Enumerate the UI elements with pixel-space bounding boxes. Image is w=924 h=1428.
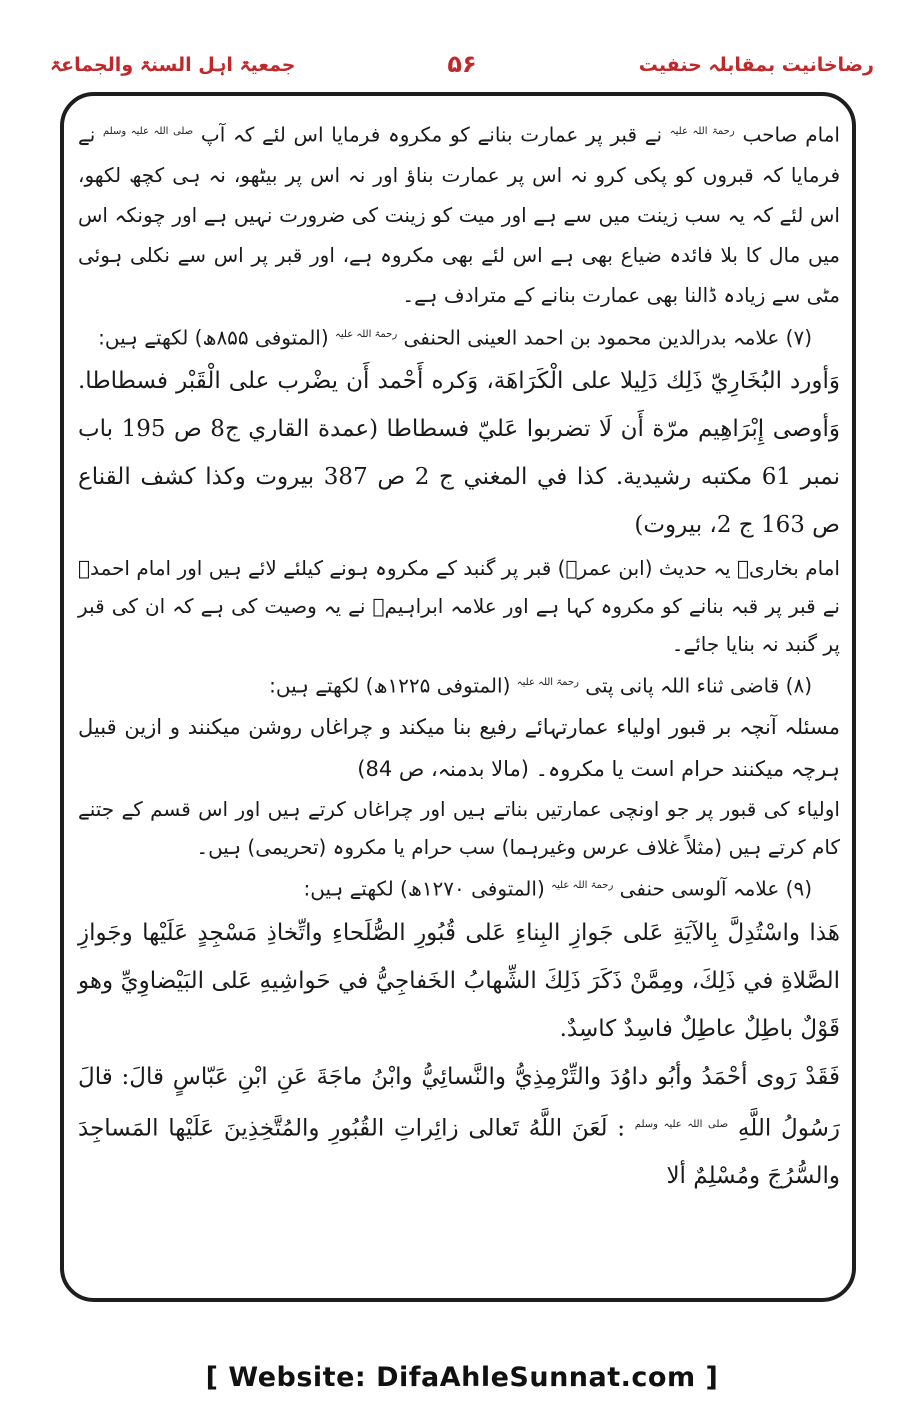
page-body xyxy=(78,112,840,1200)
page-number: ۵۶ xyxy=(447,50,477,78)
honorific: صلی اللہ علیہ وسلم xyxy=(103,126,194,137)
paragraph-auliya-qabur: اولیاء کی قبور پر جو اونچی عمارتیں بناتے ہیں اور چراغاں کرتے ہیں اور اس قسم کے جتنے کام کرتے ہیں (مثلاً غلاف عرس وغیرہما) سب حرام یا مکروہ (تحریمی) ہیں۔ xyxy=(78,796,840,859)
paragraph-imam-sahib: امام صاحب $^{رحمۃ اللہ علیہ}$ نے قبر پر عمارت بنانے کو مکروہ فرمایا اس لئے کہ آپ $^{صلی اللہ علیہ وسلم}$ نے فرمایا کہ قبروں کو پکی کرو نہ اس پر عمارت بناؤ اور نہ اس پر بیٹھو، نہ ہی کچھ لکھو، اس لئے کہ یہ سب زینت میں سے ہے اور میت کو زینت کی ضرورت نہیں ہے اور چونکہ اس میں مال کا بلا فائدہ ضیاع بھی ہے اس لئے بھی مکروہ ہے، اور قبر پر اس سے نکلی ہوئی مٹی سے زیادہ ڈالنا بھی عمارت بنانے کے مترادف ہے۔ xyxy=(78,122,840,307)
heading-9-allama-alusi: (۹) علامہ آلوسی حنفی $^{رحمۃ اللہ علیہ}$ (المتوفی ۱۲۷۰ھ) لکھتے ہیں: xyxy=(303,876,812,901)
honorific: رحمۃ اللہ علیہ xyxy=(516,677,579,689)
honorific: رحمۃ اللہ علیہ xyxy=(335,328,398,340)
honorific: رحمۃ اللہ علیہ xyxy=(551,879,614,891)
paragraph-imam-bukhari: امام بخاریؒ یہ حدیث (ابن عمرؓ) قبر پر گنبد کے مکروہ ہونے کیلئے لائے ہیں اور امام احمدؒ نے قبر پر قبہ بنانے کو مکروہ کہا ہے اور علامہ ابراہیمؒ نے یہ وصیت کی ہے کہ ان کی قبر پر گنبد نہ بنایا جائے۔ xyxy=(78,556,840,657)
honorific: صلی اللہ علیہ وسلم xyxy=(634,1118,729,1130)
book-title: رضاخانیت بمقابلہ حنفیت xyxy=(638,54,874,76)
honorific: رحمۃ اللہ علیہ xyxy=(669,126,735,137)
arabic-quote-alusi: هَذا واسْتُدِلَّ بِالآيَةِ عَلى جَوازِ البِناءِ عَلى قُبُورِ الصُّلَحاءِ واتِّخاذِ مَسْجِدٍ عَلَيْها وجَوازِ الصَّلاةِ في ذَلِكَ، ومِمَّنْ ذَكَرَ ذَلِكَ الشِّهابُ الخَفاجِيُّ في حَواشِيهِ عَلى البَيْضاوِيِّ وهو قَوْلٌ باطِلٌ عاطِلٌ فاسِدٌ كاسِدٌ. xyxy=(78,919,840,1042)
page-header xyxy=(40,50,884,94)
persian-quote-mala-budda-minhu: مسئلہ آنچہ بر قبور اولیاء عمارتہائے رفیع بنا میکند و چراغاں روشن میکنند و ازین قبیل ہرچہ میکنند حرام است یا مکروہ۔ (مالا بدمنہ، ص 84) xyxy=(78,714,840,781)
heading-8-qazi-sanaullah: (۸) قاضی ثناء اللہ پانی پتی $^{رحمۃ اللہ علیہ}$ (المتوفی ۱۲۲۵ھ) لکھتے ہیں: xyxy=(269,673,812,698)
website-footer: [ Website: DifaAhleSunnat.com ] xyxy=(205,1362,719,1393)
publisher-name: جمعیۃ اہل السنۃ والجماعۃ xyxy=(50,54,296,76)
arabic-hadith-ibn-abbas: فَقَدْ رَوى أحْمَدُ وأبُو داوُدَ والتِّرْمِذِيُّ والنَّسائِيُّ وابْنُ ماجَةَ عَنِ ابْنِ عَبّاسٍ قالَ: قالَ رَسُولُ اللَّهِ $^{صلی اللہ علیہ وسلم}$ : لَعَنَ اللَّهُ تَعالى زائِراتِ القُبُورِ والمُتَّخِذِينَ عَلَيْها المَساجِدَ والسُّرُجَ ومُسْلِمٌ ألا xyxy=(78,1063,840,1190)
heading-7-allama-aini: (۷) علامہ بدرالدین محمود بن احمد العینی الحنفی $^{رحمۃ اللہ علیہ}$ (المتوفی ۸۵۵ھ) لکھتے ہیں: xyxy=(98,325,812,350)
arabic-quote-umdat-ul-qari: وَأورد البُخَارِيّ ذَلِك دَلِيلا على الْكَرَاهَة، وَكره أَحْمد أَن يضْرب على الْقَبْر فسطاطا. وَأوصى إِبْرَاهِيم مرّة أَن لَا تضربوا عَليّ فسطاطا (عمدة القاري ج8 ص 195 باب نمبر 61 مكتبه رشيدية. كذا في المغني ج 2 ص 387 بيروت وكذا كشف القناع ص 163 ج 2، بيروت) xyxy=(78,368,841,539)
